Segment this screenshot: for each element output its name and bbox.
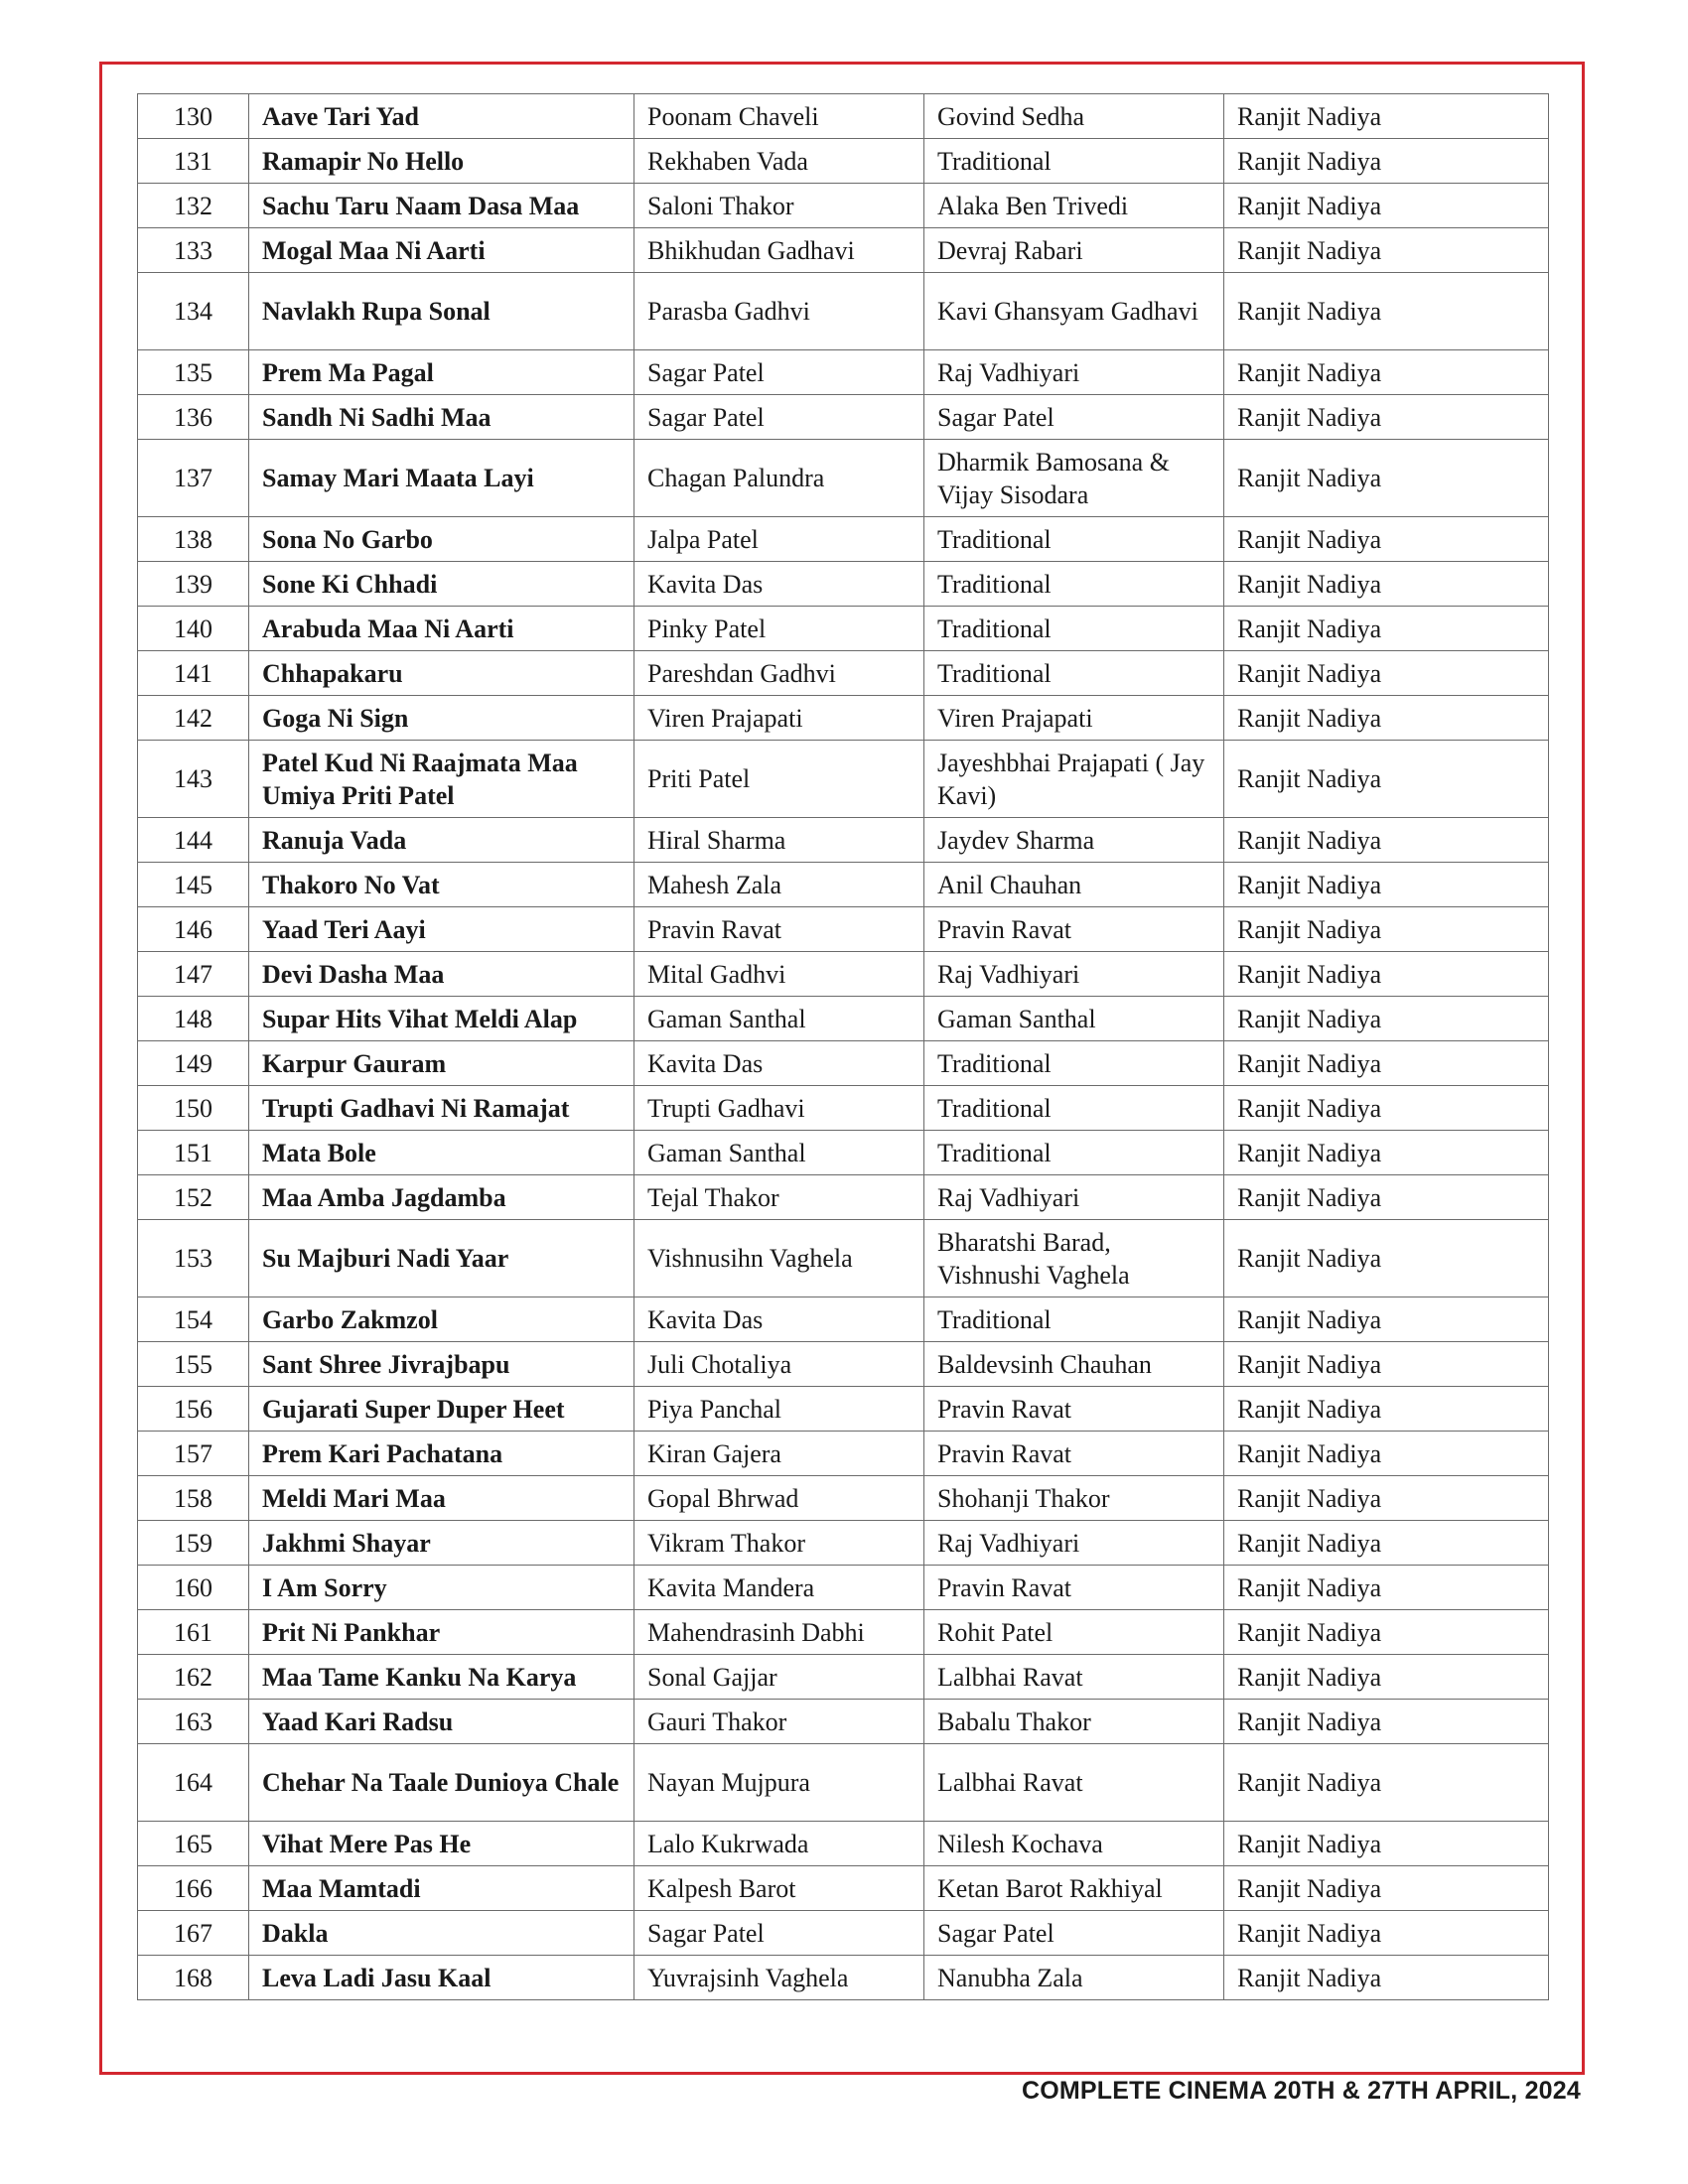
table-row <box>138 1521 1549 1566</box>
table-row <box>138 562 1549 607</box>
cell-number: 157 <box>138 1432 249 1476</box>
cell-number: 141 <box>138 651 249 696</box>
cell-composer: Ranjit Nadiya <box>1224 696 1549 741</box>
cell-singer: Rekhaben Vada <box>634 139 924 184</box>
cell-singer: Vishnusihn Vaghela <box>634 1220 924 1297</box>
cell-lyricist: Lalbhai Ravat <box>924 1655 1224 1700</box>
cell-lyricist: Pravin Ravat <box>924 907 1224 952</box>
table-row <box>138 1297 1549 1342</box>
cell-title: Gujarati Super Duper Heet <box>249 1387 634 1432</box>
cell-composer: Ranjit Nadiya <box>1224 1297 1549 1342</box>
table-row <box>138 1566 1549 1610</box>
cell-singer: Juli Chotaliya <box>634 1342 924 1387</box>
cell-number: 145 <box>138 863 249 907</box>
cell-title: Maa Tame Kanku Na Karya <box>249 1655 634 1700</box>
cell-singer: Kiran Gajera <box>634 1432 924 1476</box>
cell-number: 146 <box>138 907 249 952</box>
table-row <box>138 1220 1549 1297</box>
cell-title: Yaad Kari Radsu <box>249 1700 634 1744</box>
table-row <box>138 696 1549 741</box>
cell-composer: Ranjit Nadiya <box>1224 1610 1549 1655</box>
table-row <box>138 440 1549 517</box>
cell-title: Arabuda Maa Ni Aarti <box>249 607 634 651</box>
cell-lyricist: Babalu Thakor <box>924 1700 1224 1744</box>
cell-singer: Piya Panchal <box>634 1387 924 1432</box>
cell-composer: Ranjit Nadiya <box>1224 1911 1549 1956</box>
cell-composer: Ranjit Nadiya <box>1224 1700 1549 1744</box>
table-row <box>138 952 1549 997</box>
cell-lyricist: Kavi Ghansyam Gadhavi <box>924 273 1224 350</box>
cell-lyricist: Anil Chauhan <box>924 863 1224 907</box>
table-row <box>138 1822 1549 1866</box>
cell-lyricist: Raj Vadhiyari <box>924 952 1224 997</box>
cell-title: Prit Ni Pankhar <box>249 1610 634 1655</box>
cell-singer: Poonam Chaveli <box>634 94 924 139</box>
cell-title: Supar Hits Vihat Meldi Alap <box>249 997 634 1041</box>
cell-title: Dakla <box>249 1911 634 1956</box>
cell-composer: Ranjit Nadiya <box>1224 228 1549 273</box>
cell-composer: Ranjit Nadiya <box>1224 273 1549 350</box>
cell-number: 166 <box>138 1866 249 1911</box>
cell-composer: Ranjit Nadiya <box>1224 952 1549 997</box>
cell-number: 136 <box>138 395 249 440</box>
cell-composer: Ranjit Nadiya <box>1224 94 1549 139</box>
cell-lyricist: Raj Vadhiyari <box>924 1175 1224 1220</box>
cell-lyricist: Traditional <box>924 1086 1224 1131</box>
cell-lyricist: Pravin Ravat <box>924 1387 1224 1432</box>
cell-singer: Mahesh Zala <box>634 863 924 907</box>
cell-number: 134 <box>138 273 249 350</box>
cell-lyricist: Traditional <box>924 1131 1224 1175</box>
table-row <box>138 350 1549 395</box>
table-row <box>138 1655 1549 1700</box>
cell-singer: Gauri Thakor <box>634 1700 924 1744</box>
cell-singer: Sagar Patel <box>634 1911 924 1956</box>
cell-composer: Ranjit Nadiya <box>1224 184 1549 228</box>
cell-number: 163 <box>138 1700 249 1744</box>
cell-title: Sone Ki Chhadi <box>249 562 634 607</box>
cell-title: Karpur Gauram <box>249 1041 634 1086</box>
cell-composer: Ranjit Nadiya <box>1224 1655 1549 1700</box>
cell-lyricist: Nilesh Kochava <box>924 1822 1224 1866</box>
cell-singer: Pareshdan Gadhvi <box>634 651 924 696</box>
cell-number: 131 <box>138 139 249 184</box>
cell-number: 144 <box>138 818 249 863</box>
cell-composer: Ranjit Nadiya <box>1224 607 1549 651</box>
cell-singer: Nayan Mujpura <box>634 1744 924 1822</box>
cell-lyricist: Jayeshbhai Prajapati ( Jay Kavi) <box>924 741 1224 818</box>
cell-number: 147 <box>138 952 249 997</box>
footer-publication-date: COMPLETE CINEMA 20TH & 27TH APRIL, 2024 <box>1021 2077 1581 2105</box>
cell-title: Thakoro No Vat <box>249 863 634 907</box>
cell-number: 142 <box>138 696 249 741</box>
table-row <box>138 1866 1549 1911</box>
cell-number: 162 <box>138 1655 249 1700</box>
cell-composer: Ranjit Nadiya <box>1224 1041 1549 1086</box>
cell-singer: Sagar Patel <box>634 395 924 440</box>
cell-number: 161 <box>138 1610 249 1655</box>
cell-lyricist: Raj Vadhiyari <box>924 350 1224 395</box>
cell-lyricist: Devraj Rabari <box>924 228 1224 273</box>
cell-title: Chhapakaru <box>249 651 634 696</box>
table-row <box>138 1342 1549 1387</box>
cell-singer: Bhikhudan Gadhavi <box>634 228 924 273</box>
cell-singer: Kavita Mandera <box>634 1566 924 1610</box>
cell-lyricist: Pravin Ravat <box>924 1432 1224 1476</box>
cell-title: Maa Amba Jagdamba <box>249 1175 634 1220</box>
cell-composer: Ranjit Nadiya <box>1224 139 1549 184</box>
cell-lyricist: Traditional <box>924 607 1224 651</box>
cell-composer: Ranjit Nadiya <box>1224 562 1549 607</box>
cell-number: 149 <box>138 1041 249 1086</box>
cell-composer: Ranjit Nadiya <box>1224 1220 1549 1297</box>
table-row <box>138 863 1549 907</box>
cell-composer: Ranjit Nadiya <box>1224 651 1549 696</box>
cell-composer: Ranjit Nadiya <box>1224 517 1549 562</box>
cell-composer: Ranjit Nadiya <box>1224 1744 1549 1822</box>
table-row <box>138 741 1549 818</box>
cell-singer: Saloni Thakor <box>634 184 924 228</box>
cell-number: 167 <box>138 1911 249 1956</box>
cell-number: 133 <box>138 228 249 273</box>
table-row <box>138 139 1549 184</box>
cell-singer: Yuvrajsinh Vaghela <box>634 1956 924 2000</box>
cell-title: Sant Shree Jivrajbapu <box>249 1342 634 1387</box>
cell-lyricist: Jaydev Sharma <box>924 818 1224 863</box>
cell-singer: Pinky Patel <box>634 607 924 651</box>
cell-singer: Chagan Palundra <box>634 440 924 517</box>
cell-singer: Gopal Bhrwad <box>634 1476 924 1521</box>
cell-lyricist: Pravin Ravat <box>924 1566 1224 1610</box>
song-table <box>137 93 1549 2000</box>
cell-number: 156 <box>138 1387 249 1432</box>
cell-title: Aave Tari Yad <box>249 94 634 139</box>
cell-singer: Gaman Santhal <box>634 997 924 1041</box>
cell-number: 130 <box>138 94 249 139</box>
table-row <box>138 1131 1549 1175</box>
cell-lyricist: Nanubha Zala <box>924 1956 1224 2000</box>
cell-lyricist: Traditional <box>924 562 1224 607</box>
table-row <box>138 607 1549 651</box>
table-row <box>138 1476 1549 1521</box>
cell-singer: Parasba Gadhvi <box>634 273 924 350</box>
cell-number: 155 <box>138 1342 249 1387</box>
cell-composer: Ranjit Nadiya <box>1224 1086 1549 1131</box>
cell-composer: Ranjit Nadiya <box>1224 1956 1549 2000</box>
cell-title: Su Majburi Nadi Yaar <box>249 1220 634 1297</box>
cell-composer: Ranjit Nadiya <box>1224 1387 1549 1432</box>
table-row <box>138 1041 1549 1086</box>
cell-composer: Ranjit Nadiya <box>1224 1342 1549 1387</box>
cell-composer: Ranjit Nadiya <box>1224 1476 1549 1521</box>
cell-composer: Ranjit Nadiya <box>1224 395 1549 440</box>
cell-singer: Kavita Das <box>634 562 924 607</box>
cell-composer: Ranjit Nadiya <box>1224 863 1549 907</box>
cell-title: Leva Ladi Jasu Kaal <box>249 1956 634 2000</box>
cell-lyricist: Raj Vadhiyari <box>924 1521 1224 1566</box>
cell-lyricist: Sagar Patel <box>924 395 1224 440</box>
cell-singer: Priti Patel <box>634 741 924 818</box>
cell-number: 135 <box>138 350 249 395</box>
cell-singer: Mital Gadhvi <box>634 952 924 997</box>
cell-number: 158 <box>138 1476 249 1521</box>
table-row <box>138 997 1549 1041</box>
cell-title: Goga Ni Sign <box>249 696 634 741</box>
cell-number: 168 <box>138 1956 249 2000</box>
table-row <box>138 1175 1549 1220</box>
cell-lyricist: Sagar Patel <box>924 1911 1224 1956</box>
cell-lyricist: Traditional <box>924 517 1224 562</box>
table-row <box>138 395 1549 440</box>
cell-number: 151 <box>138 1131 249 1175</box>
cell-composer: Ranjit Nadiya <box>1224 1566 1549 1610</box>
table-row <box>138 1086 1549 1131</box>
cell-singer: Kavita Das <box>634 1041 924 1086</box>
cell-title: Ramapir No Hello <box>249 139 634 184</box>
table-row <box>138 1387 1549 1432</box>
cell-lyricist: Dharmik Bamosana & Vijay Sisodara <box>924 440 1224 517</box>
table-row <box>138 94 1549 139</box>
cell-title: Yaad Teri Aayi <box>249 907 634 952</box>
cell-title: Prem Ma Pagal <box>249 350 634 395</box>
cell-number: 152 <box>138 1175 249 1220</box>
cell-composer: Ranjit Nadiya <box>1224 1866 1549 1911</box>
cell-number: 132 <box>138 184 249 228</box>
cell-singer: Viren Prajapati <box>634 696 924 741</box>
cell-title: Vihat Mere Pas He <box>249 1822 634 1866</box>
cell-composer: Ranjit Nadiya <box>1224 350 1549 395</box>
page-frame <box>99 62 1585 2075</box>
cell-lyricist: Traditional <box>924 651 1224 696</box>
cell-singer: Hiral Sharma <box>634 818 924 863</box>
cell-singer: Lalo Kukrwada <box>634 1822 924 1866</box>
cell-number: 160 <box>138 1566 249 1610</box>
cell-singer: Trupti Gadhavi <box>634 1086 924 1131</box>
table-row <box>138 1700 1549 1744</box>
cell-singer: Kavita Das <box>634 1297 924 1342</box>
cell-number: 143 <box>138 741 249 818</box>
cell-title: Prem Kari Pachatana <box>249 1432 634 1476</box>
cell-composer: Ranjit Nadiya <box>1224 818 1549 863</box>
cell-lyricist: Govind Sedha <box>924 94 1224 139</box>
table-row <box>138 517 1549 562</box>
table-row <box>138 1610 1549 1655</box>
cell-singer: Pravin Ravat <box>634 907 924 952</box>
table-row <box>138 1744 1549 1822</box>
cell-lyricist: Lalbhai Ravat <box>924 1744 1224 1822</box>
cell-lyricist: Gaman Santhal <box>924 997 1224 1041</box>
cell-title: Devi Dasha Maa <box>249 952 634 997</box>
cell-title: I Am Sorry <box>249 1566 634 1610</box>
cell-lyricist: Rohit Patel <box>924 1610 1224 1655</box>
cell-lyricist: Alaka Ben Trivedi <box>924 184 1224 228</box>
cell-number: 137 <box>138 440 249 517</box>
cell-title: Maa Mamtadi <box>249 1866 634 1911</box>
cell-number: 153 <box>138 1220 249 1297</box>
cell-title: Sandh Ni Sadhi Maa <box>249 395 634 440</box>
cell-composer: Ranjit Nadiya <box>1224 1822 1549 1866</box>
cell-lyricist: Viren Prajapati <box>924 696 1224 741</box>
cell-title: Samay Mari Maata Layi <box>249 440 634 517</box>
cell-lyricist: Bharatshi Barad, Vishnushi Vaghela <box>924 1220 1224 1297</box>
cell-title: Garbo Zakmzol <box>249 1297 634 1342</box>
table-row <box>138 1432 1549 1476</box>
cell-lyricist: Baldevsinh Chauhan <box>924 1342 1224 1387</box>
cell-title: Mogal Maa Ni Aarti <box>249 228 634 273</box>
cell-lyricist: Ketan Barot Rakhiyal <box>924 1866 1224 1911</box>
cell-lyricist: Traditional <box>924 1297 1224 1342</box>
cell-singer: Sagar Patel <box>634 350 924 395</box>
cell-title: Ranuja Vada <box>249 818 634 863</box>
table-row <box>138 1956 1549 2000</box>
table-row <box>138 184 1549 228</box>
cell-title: Patel Kud Ni Raajmata Maa Umiya Priti Patel <box>249 741 634 818</box>
cell-number: 138 <box>138 517 249 562</box>
cell-lyricist: Shohanji Thakor <box>924 1476 1224 1521</box>
cell-composer: Ranjit Nadiya <box>1224 440 1549 517</box>
cell-number: 154 <box>138 1297 249 1342</box>
table-row <box>138 1911 1549 1956</box>
cell-composer: Ranjit Nadiya <box>1224 997 1549 1041</box>
cell-title: Trupti Gadhavi Ni Ramajat <box>249 1086 634 1131</box>
cell-lyricist: Traditional <box>924 139 1224 184</box>
cell-title: Navlakh Rupa Sonal <box>249 273 634 350</box>
table-row <box>138 273 1549 350</box>
cell-number: 159 <box>138 1521 249 1566</box>
cell-title: Sona No Garbo <box>249 517 634 562</box>
cell-title: Sachu Taru Naam Dasa Maa <box>249 184 634 228</box>
cell-composer: Ranjit Nadiya <box>1224 1131 1549 1175</box>
table-row <box>138 818 1549 863</box>
cell-composer: Ranjit Nadiya <box>1224 741 1549 818</box>
table-row <box>138 228 1549 273</box>
cell-singer: Jalpa Patel <box>634 517 924 562</box>
cell-composer: Ranjit Nadiya <box>1224 1521 1549 1566</box>
cell-number: 148 <box>138 997 249 1041</box>
cell-singer: Sonal Gajjar <box>634 1655 924 1700</box>
cell-composer: Ranjit Nadiya <box>1224 1432 1549 1476</box>
cell-title: Meldi Mari Maa <box>249 1476 634 1521</box>
cell-composer: Ranjit Nadiya <box>1224 1175 1549 1220</box>
cell-number: 164 <box>138 1744 249 1822</box>
cell-number: 150 <box>138 1086 249 1131</box>
table-row <box>138 907 1549 952</box>
cell-title: Mata Bole <box>249 1131 634 1175</box>
table-row <box>138 651 1549 696</box>
cell-singer: Gaman Santhal <box>634 1131 924 1175</box>
cell-singer: Kalpesh Barot <box>634 1866 924 1911</box>
cell-number: 165 <box>138 1822 249 1866</box>
cell-singer: Vikram Thakor <box>634 1521 924 1566</box>
cell-title: Chehar Na Taale Dunioya Chale <box>249 1744 634 1822</box>
cell-singer: Mahendrasinh Dabhi <box>634 1610 924 1655</box>
cell-title: Jakhmi Shayar <box>249 1521 634 1566</box>
cell-lyricist: Traditional <box>924 1041 1224 1086</box>
cell-singer: Tejal Thakor <box>634 1175 924 1220</box>
cell-composer: Ranjit Nadiya <box>1224 907 1549 952</box>
cell-number: 139 <box>138 562 249 607</box>
cell-number: 140 <box>138 607 249 651</box>
